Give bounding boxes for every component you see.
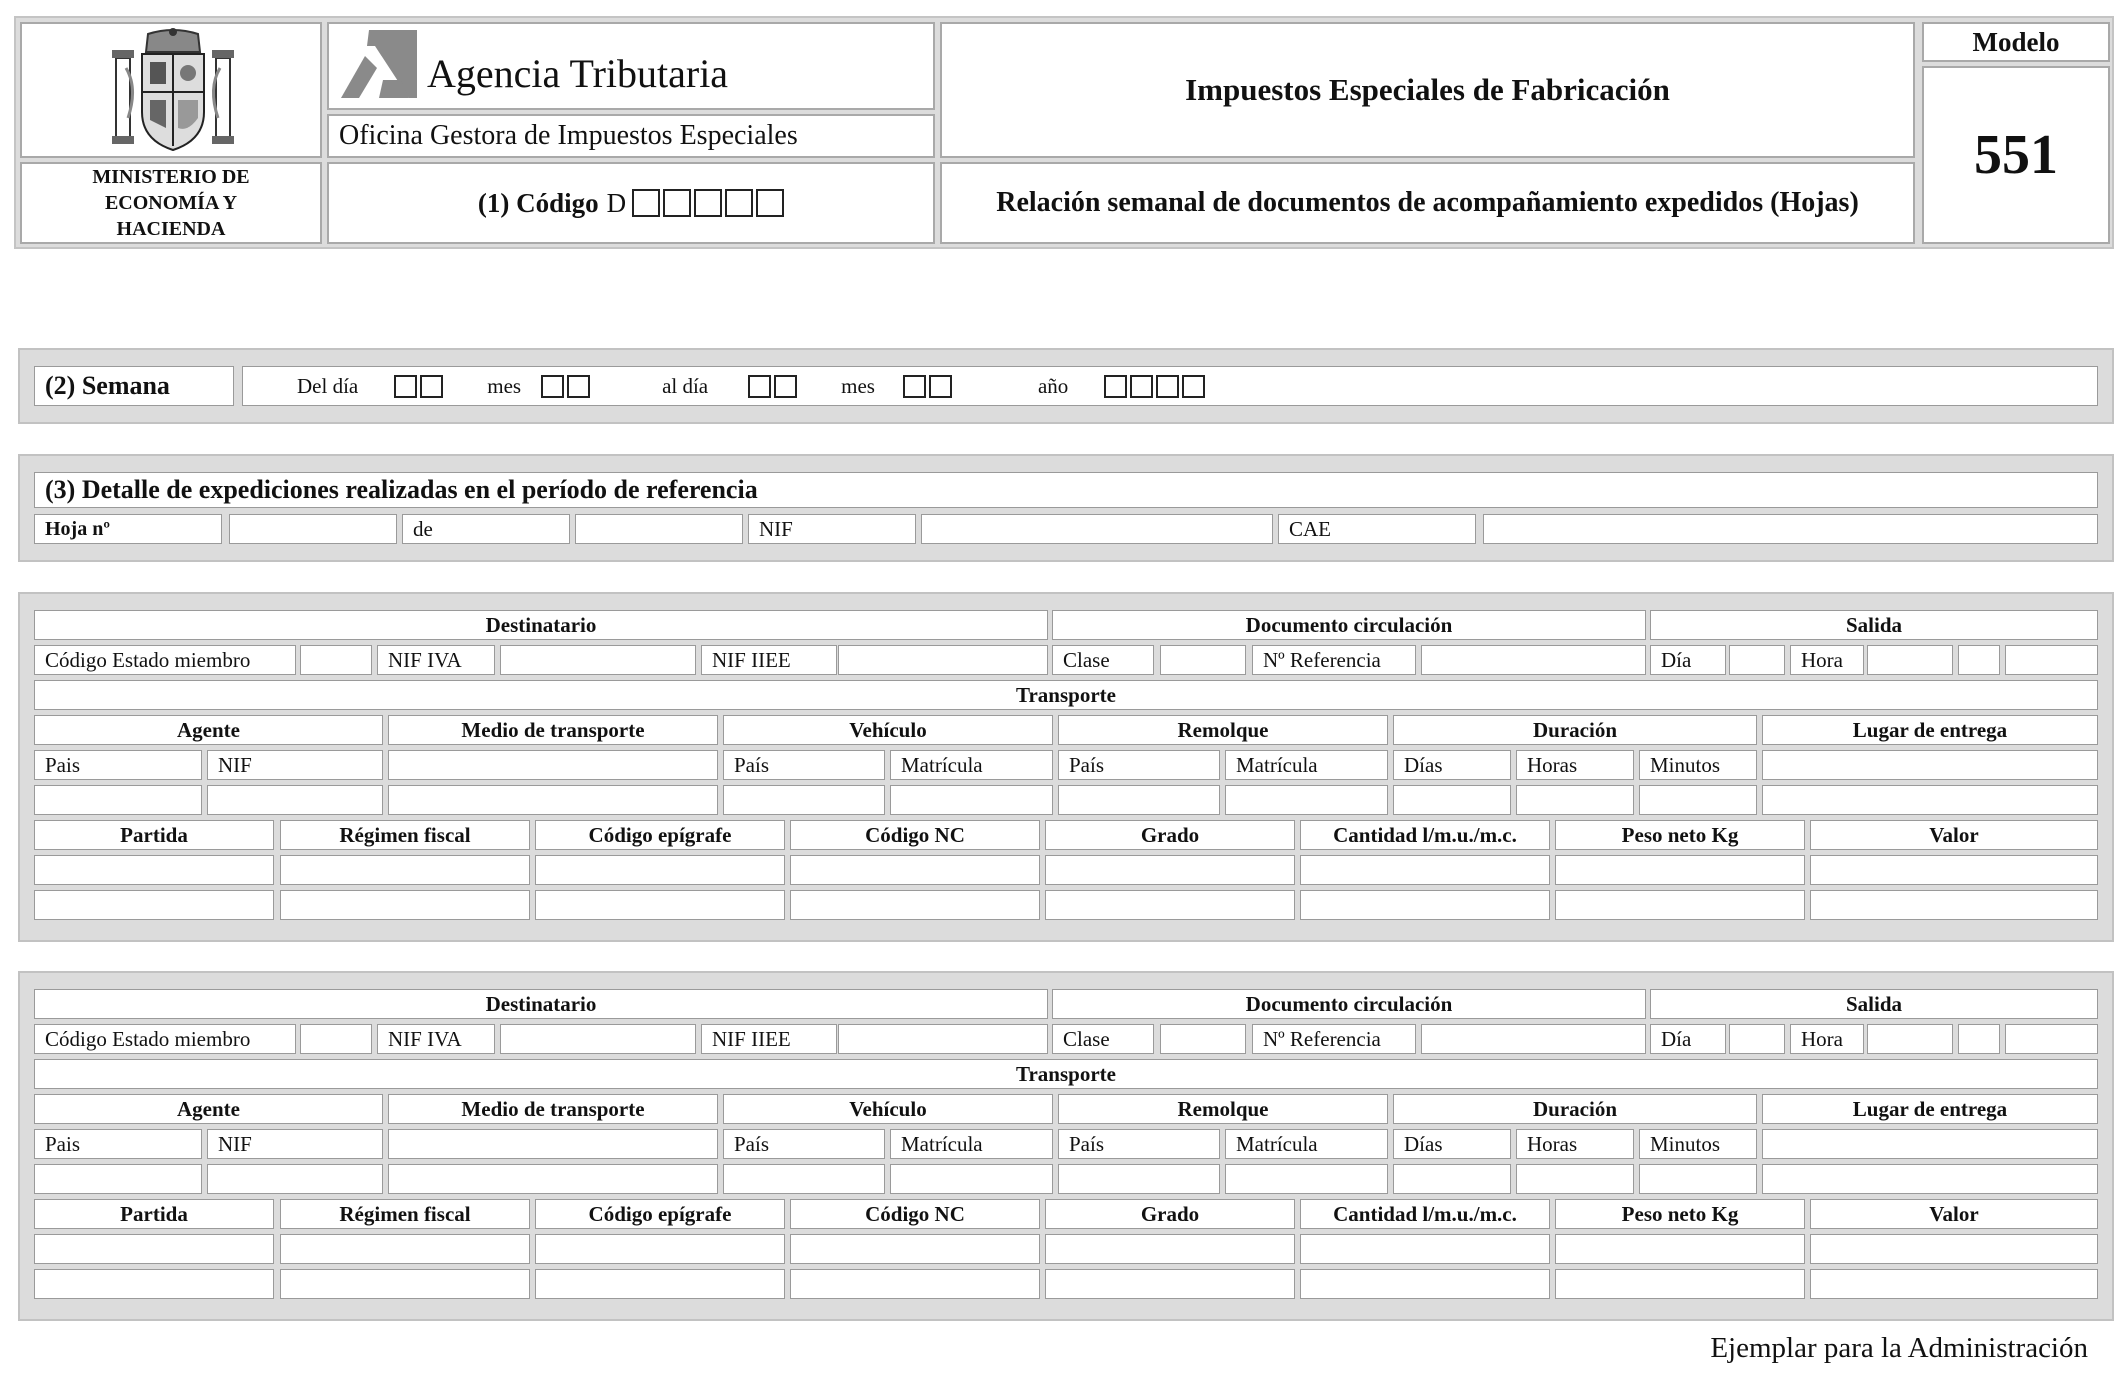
coat-of-arms-cell [20, 22, 322, 158]
lugar-entrega-input-2[interactable] [1762, 785, 2098, 815]
nif-iva-input[interactable] [500, 1024, 696, 1054]
cantidad-header: Cantidad l/m.u./m.c. [1300, 820, 1550, 850]
clase-input[interactable] [1160, 1024, 1246, 1054]
modelo-number-cell [1922, 66, 2110, 244]
minutos-label: Minutos [1639, 1129, 1757, 1159]
matricula-remolque-input[interactable] [1225, 785, 1388, 815]
lugar-entrega-header: Lugar de entrega [1762, 1094, 2098, 1124]
semana-fields [242, 366, 2098, 406]
cae-label: CAE [1278, 514, 1476, 544]
peso-neto-header: Peso neto Kg [1555, 820, 1805, 850]
nif-agente-input[interactable] [207, 785, 383, 815]
codigo-estado-label: Código Estado miembro [34, 645, 296, 675]
al-dia-boxes[interactable] [748, 375, 797, 398]
nif-iiee-label: NIF IIEE [701, 1024, 837, 1054]
cantidad-input[interactable] [1300, 1234, 1550, 1264]
documento-circulacion-header: Documento circulación [1052, 989, 1646, 1019]
n-referencia-input[interactable] [1421, 645, 1646, 675]
del-dia-boxes[interactable] [394, 375, 443, 398]
office-name: Oficina Gestora de Impuestos Especiales [339, 120, 798, 151]
pais-vehiculo-label: País [723, 1129, 885, 1159]
n-referencia-label: Nº Referencia [1252, 1024, 1416, 1054]
destinatario-header: Destinatario [34, 610, 1048, 640]
pais-agente-input[interactable] [34, 1164, 202, 1194]
grado-input[interactable] [1045, 1234, 1295, 1264]
agency-cell [327, 22, 935, 110]
mes1-boxes[interactable] [541, 375, 590, 398]
peso-neto-input[interactable] [1555, 1234, 1805, 1264]
semana-label: (2) Semana [34, 366, 234, 406]
codigo-nc-input[interactable] [790, 1234, 1040, 1264]
ministry-name: MINISTERIO DE ECONOMÍA Y HACIENDA [92, 166, 250, 240]
codigo-nc-header: Código NC [790, 820, 1040, 850]
matricula-vehiculo-label: Matrícula [890, 1129, 1053, 1159]
valor-input[interactable] [1810, 890, 2098, 920]
dias-label: Días [1393, 1129, 1511, 1159]
dias-label: Días [1393, 750, 1511, 780]
pais-agente-input[interactable] [34, 785, 202, 815]
nif-iva-input[interactable] [500, 645, 696, 675]
minutos-dur-input[interactable] [1639, 785, 1757, 815]
regimen-fiscal-input[interactable] [280, 1269, 530, 1299]
goods-row-1 [0, 855, 2126, 885]
expedition-block-1 [0, 592, 2126, 942]
footer-note: Ejemplar para la Administración [1710, 1332, 2088, 1364]
lugar-entrega-input[interactable] [1762, 1129, 2098, 1159]
codigo-epigrafe-input[interactable] [535, 855, 785, 885]
goods-row-2 [0, 1269, 2126, 1299]
nif-agente-label: NIF [207, 750, 383, 780]
dia-label: Día [1650, 645, 1726, 675]
n-referencia-label: Nº Referencia [1252, 645, 1416, 675]
pais-agente-label: Pais [34, 750, 202, 780]
matricula-vehiculo-input[interactable] [890, 785, 1053, 815]
codigo-epigrafe-input[interactable] [535, 890, 785, 920]
nif-iiee-input[interactable] [838, 645, 1048, 675]
mes2-boxes[interactable] [903, 375, 952, 398]
codigo-epigrafe-header: Código epígrafe [535, 820, 785, 850]
detalle-panel [18, 454, 2114, 562]
matricula-remolque-input[interactable] [1225, 1164, 1388, 1194]
partida-input[interactable] [34, 1269, 274, 1299]
grado-input[interactable] [1045, 1269, 1295, 1299]
hora-input[interactable] [1867, 1024, 1953, 1054]
del-dia-label: Del día [297, 373, 359, 398]
code-prefix: D [606, 187, 627, 218]
medio-transporte-input-2[interactable] [388, 1164, 718, 1194]
partida-header: Partida [34, 1199, 274, 1229]
remolque-header: Remolque [1058, 1094, 1388, 1124]
transporte-header: Transporte [34, 680, 2098, 710]
medio-transporte-header: Medio de transporte [388, 1094, 718, 1124]
partida-input[interactable] [34, 855, 274, 885]
goods-row-2 [0, 890, 2126, 920]
pais-remolque-label: País [1058, 750, 1220, 780]
valor-input[interactable] [1810, 1234, 2098, 1264]
subtitle-cell [940, 162, 1915, 244]
salida-header: Salida [1650, 989, 2098, 1019]
code-input-boxes[interactable] [632, 189, 784, 217]
matricula-vehiculo-label: Matrícula [890, 750, 1053, 780]
code-label: (1) Código [477, 187, 599, 218]
valor-input[interactable] [1810, 855, 2098, 885]
agency-name: Agencia Tributaria [427, 51, 729, 96]
valor-input[interactable] [1810, 1269, 2098, 1299]
cantidad-header: Cantidad l/m.u./m.c. [1300, 1199, 1550, 1229]
peso-neto-input[interactable] [1555, 1269, 1805, 1299]
agency-logo-icon [339, 28, 419, 102]
nif-iva-label: NIF IVA [377, 645, 495, 675]
medio-transporte-input-2[interactable] [388, 785, 718, 815]
anio-label: año [1037, 373, 1069, 398]
vehiculo-header: Vehículo [723, 715, 1053, 745]
partida-input[interactable] [34, 890, 274, 920]
peso-neto-input[interactable] [1555, 855, 1805, 885]
hoja-input[interactable] [229, 514, 397, 544]
de-label: de [402, 514, 570, 544]
clase-label: Clase [1052, 645, 1154, 675]
nif-agente-input[interactable] [207, 1164, 383, 1194]
segundos-input[interactable] [2005, 1024, 2098, 1054]
form-subtitle: Relación semanal de documentos de acompañamiento expedidos (Hojas) [996, 187, 1859, 218]
dia-input[interactable] [1729, 1024, 1785, 1054]
pais-remolque-label: País [1058, 1129, 1220, 1159]
dias-input[interactable] [1393, 1164, 1511, 1194]
minutos-input[interactable] [1958, 645, 2000, 675]
grado-header: Grado [1045, 820, 1295, 850]
codigo-nc-input[interactable] [790, 890, 1040, 920]
codigo-estado-input[interactable] [300, 645, 372, 675]
cantidad-input[interactable] [1300, 855, 1550, 885]
grado-input[interactable] [1045, 855, 1295, 885]
pais-agente-label: Pais [34, 1129, 202, 1159]
horas-label: Horas [1516, 1129, 1634, 1159]
matricula-vehiculo-input[interactable] [890, 1164, 1053, 1194]
pais-vehiculo-input[interactable] [723, 1164, 885, 1194]
codigo-epigrafe-header: Código epígrafe [535, 1199, 785, 1229]
codigo-nc-input[interactable] [790, 1269, 1040, 1299]
nif-input[interactable] [921, 514, 1273, 544]
modelo-label-cell [1922, 22, 2110, 62]
regimen-fiscal-input[interactable] [280, 855, 530, 885]
nif-iva-label: NIF IVA [377, 1024, 495, 1054]
dia-label: Día [1650, 1024, 1726, 1054]
horas-input[interactable] [1516, 1164, 1634, 1194]
office-cell [327, 114, 935, 158]
lugar-entrega-input-2[interactable] [1762, 1164, 2098, 1194]
duracion-header: Duración [1393, 715, 1757, 745]
peso-neto-header: Peso neto Kg [1555, 1199, 1805, 1229]
destinatario-header: Destinatario [34, 989, 1048, 1019]
pais-vehiculo-input[interactable] [723, 785, 885, 815]
dias-input[interactable] [1393, 785, 1511, 815]
regimen-fiscal-input[interactable] [280, 1234, 530, 1264]
form-title: Impuestos Especiales de Fabricación [1185, 72, 1670, 107]
partida-header: Partida [34, 820, 274, 850]
grado-input[interactable] [1045, 890, 1295, 920]
expedition-block-2 [0, 971, 2126, 1321]
regimen-fiscal-header: Régimen fiscal [280, 1199, 530, 1229]
regimen-fiscal-header: Régimen fiscal [280, 820, 530, 850]
segundos-input[interactable] [2005, 645, 2098, 675]
pais-remolque-input[interactable] [1058, 785, 1220, 815]
minutos-dur-input[interactable] [1639, 1164, 1757, 1194]
cantidad-input[interactable] [1300, 1269, 1550, 1299]
codigo-estado-label: Código Estado miembro [34, 1024, 296, 1054]
medio-transporte-input[interactable] [388, 750, 718, 780]
title-cell [940, 22, 1915, 158]
remolque-header: Remolque [1058, 715, 1388, 745]
mes2-label: mes [841, 373, 875, 398]
hoja-label: Hoja nº [34, 514, 222, 544]
matricula-remolque-label: Matrícula [1225, 750, 1388, 780]
minutos-input[interactable] [1958, 1024, 2000, 1054]
valor-header: Valor [1810, 820, 2098, 850]
partida-input[interactable] [34, 1234, 274, 1264]
transporte-header: Transporte [34, 1059, 2098, 1089]
anio-boxes[interactable] [1104, 375, 1205, 398]
minutos-label: Minutos [1639, 750, 1757, 780]
al-dia-label: al día [662, 373, 709, 398]
salida-header: Salida [1650, 610, 2098, 640]
cae-input[interactable] [1483, 514, 2098, 544]
nif-iiee-label: NIF IIEE [701, 645, 837, 675]
de-input[interactable] [575, 514, 743, 544]
valor-header: Valor [1810, 1199, 2098, 1229]
ministry-cell [20, 162, 322, 244]
documento-circulacion-header: Documento circulación [1052, 610, 1646, 640]
codigo-nc-header: Código NC [790, 1199, 1040, 1229]
peso-neto-input[interactable] [1555, 890, 1805, 920]
horas-input[interactable] [1516, 785, 1634, 815]
code-cell [327, 162, 935, 244]
horas-label: Horas [1516, 750, 1634, 780]
nif-label: NIF [748, 514, 916, 544]
goods-row-1 [0, 1234, 2126, 1264]
codigo-nc-input[interactable] [790, 855, 1040, 885]
nif-agente-label: NIF [207, 1129, 383, 1159]
codigo-estado-input[interactable] [300, 1024, 372, 1054]
coat-of-arms-icon [108, 28, 238, 156]
dia-input[interactable] [1729, 645, 1785, 675]
lugar-entrega-header: Lugar de entrega [1762, 715, 2098, 745]
agente-header: Agente [34, 1094, 383, 1124]
detalle-title: (3) Detalle de expediciones realizadas en el período de referencia [34, 472, 2098, 508]
hora-label: Hora [1790, 645, 1864, 675]
vehiculo-header: Vehículo [723, 1094, 1053, 1124]
lugar-entrega-input[interactable] [1762, 750, 2098, 780]
matricula-remolque-label: Matrícula [1225, 1129, 1388, 1159]
cantidad-input[interactable] [1300, 890, 1550, 920]
n-referencia-input[interactable] [1421, 1024, 1646, 1054]
nif-iiee-input[interactable] [838, 1024, 1048, 1054]
codigo-epigrafe-input[interactable] [535, 1269, 785, 1299]
pais-vehiculo-label: País [723, 750, 885, 780]
clase-input[interactable] [1160, 645, 1246, 675]
modelo-number: 551 [1974, 124, 2058, 186]
mes1-label: mes [487, 373, 522, 398]
codigo-epigrafe-input[interactable] [535, 1234, 785, 1264]
agente-header: Agente [34, 715, 383, 745]
hora-label: Hora [1790, 1024, 1864, 1054]
regimen-fiscal-input[interactable] [280, 890, 530, 920]
hora-input[interactable] [1867, 645, 1953, 675]
clase-label: Clase [1052, 1024, 1154, 1054]
grado-header: Grado [1045, 1199, 1295, 1229]
medio-transporte-header: Medio de transporte [388, 715, 718, 745]
duracion-header: Duración [1393, 1094, 1757, 1124]
modelo-label: Modelo [1972, 26, 2060, 57]
pais-remolque-input[interactable] [1058, 1164, 1220, 1194]
medio-transporte-input[interactable] [388, 1129, 718, 1159]
